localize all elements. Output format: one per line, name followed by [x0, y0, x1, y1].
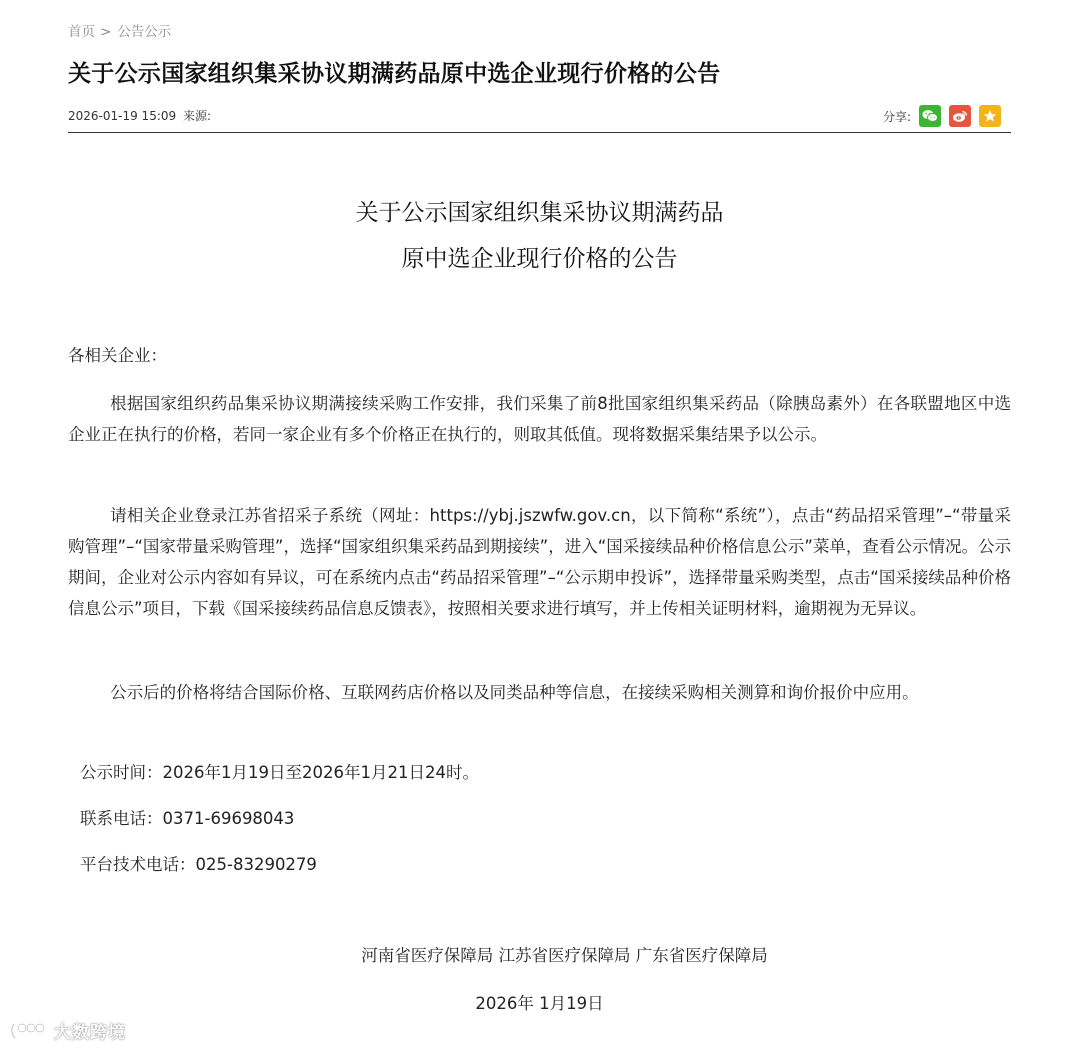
watermark-logo-icon: [10, 1020, 50, 1042]
breadcrumb-separator: >: [100, 24, 112, 40]
paragraph-1: 根据国家组织药品集采协议期满接续采购工作安排，我们采集了前8批国家组织集采药品（除胰岛素外）在各联盟地区中选企业正在执行的价格，若同一家企业有多个价格正在执行的，则取其低值。现将数据采集结果予以公示。: [68, 394, 1011, 444]
share-bar: [883, 105, 1001, 127]
document-heading: [68, 190, 1011, 282]
contact-phone: 联系电话：0371-69698043: [80, 809, 295, 828]
document-heading-line-2: 原中选企业现行价格的公告: [401, 246, 678, 272]
share-label: 分享:: [882, 109, 911, 124]
meta-bar: [68, 104, 1011, 133]
issuer-signature: 河南省医疗保障局 江苏省医疗保障局 广东省医疗保障局: [361, 946, 768, 965]
watermark: [10, 1018, 126, 1043]
page-title: 关于公示国家组织集采协议期满药品原中选企业现行价格的公告: [68, 61, 721, 87]
weibo-icon: [952, 109, 968, 123]
share-weibo-button[interactable]: [949, 105, 971, 127]
document-heading-line-1: 关于公示国家组织集采协议期满药品: [355, 200, 724, 226]
notice-period: 公示时间：2026年1月19日至2026年1月21日24时。: [80, 763, 479, 782]
share-wechat-button[interactable]: [919, 105, 941, 127]
tech-support-phone: 平台技术电话：025-83290279: [80, 855, 317, 874]
star-icon: [983, 109, 997, 123]
wechat-icon: [922, 109, 938, 123]
publish-datetime: 2026-01-19 15:09: [68, 109, 177, 123]
breadcrumb: [68, 20, 171, 40]
publish-info: [68, 107, 211, 124]
paragraph-3: 公示后的价格将结合国际价格、互联网药店价格以及同类品种等信息，在接续采购相关测算和询价报价中应用。: [110, 683, 919, 702]
source-label: 来源:: [182, 109, 212, 123]
breadcrumb-home-link[interactable]: 首页: [68, 24, 95, 40]
breadcrumb-section-link[interactable]: 公告公示: [117, 24, 172, 40]
paragraph-2: 请相关企业登录江苏省招采子系统（网址：https://ybj.jszwfw.gov.cn，以下简称“系统”），点击“药品招采管理”–“带量采购管理”–“国家带量采购管理”，选择“国家组织集采药品到期接续”，进入“国采接续品种价格信息公示”菜单，查看公示情况。公示期间，企业对公示内容如有异议，可在系统内点击“药品招采管理”–“公示期申投诉”，选择带量采购类型，点击“国采接续品种价格信息公示”项目，下载《国采接续药品信息反馈表》，按照相关要求进行填写，并上传相关证明材料，逾期视为无异议。: [68, 506, 1011, 618]
issue-date: 2026年 1月19日: [475, 994, 604, 1013]
share-favorite-button[interactable]: [979, 105, 1001, 127]
salutation: 各相关企业：: [68, 346, 167, 365]
watermark-text: 大数跨境: [54, 1023, 126, 1043]
